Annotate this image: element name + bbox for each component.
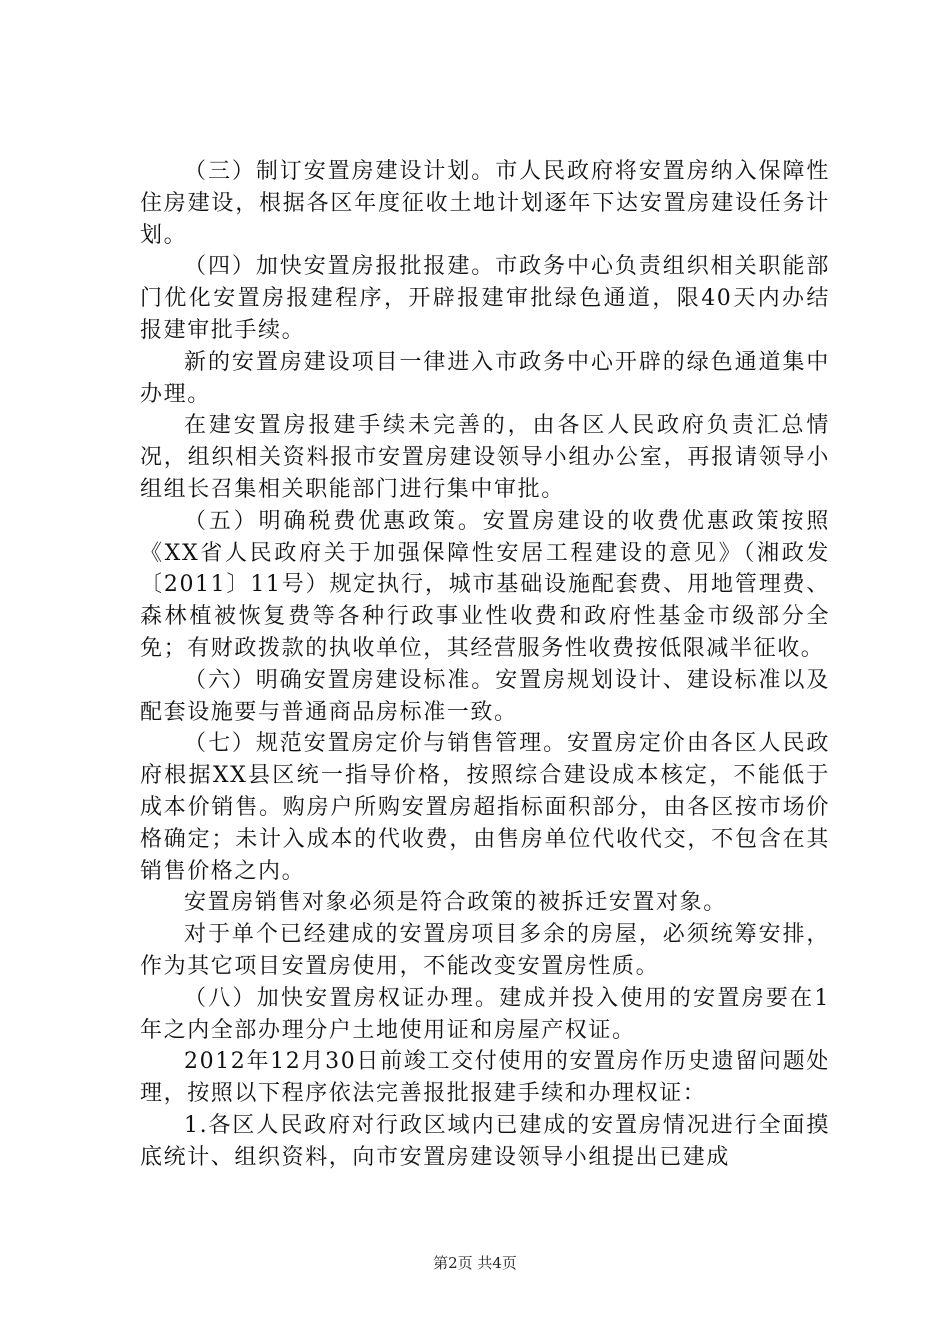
paragraph: （八）加快安置房权证办理。建成并投入使用的安置房要在1年之内全部办理分户土地使用证和房屋产权证。 — [140, 985, 830, 1043]
paragraph: 在建安置房报建手续未完善的，由各区人民政府负责汇总情况，组织相关资料报市安置房建设领导小组办公室，再报请领导小组组长召集相关职能部门进行集中审批。 — [140, 413, 830, 502]
paragraph: （四）加快安置房报批报建。市政务中心负责组织相关职能部门优化安置房报建程序，开辟报建审批绿色通道，限40天内办结报建审批手续。 — [140, 254, 830, 343]
paragraph: 2012年12月30日前竣工交付使用的安置房作历史遗留问题处理，按照以下程序依法完善报批报建手续和办理权证： — [140, 1049, 830, 1107]
paragraph: （七）规范安置房定价与销售管理。安置房定价由各区人民政府根据XX县区统一指导价格，按照综合建设成本核定，不能低于成本价销售。购房户所购安置房超指标面积部分，由各区按市场价格确定；未计入成本的代收费，由售房单位代收代交，不包含在其销售价格之内。 — [140, 731, 830, 884]
document-body — [140, 156, 830, 1174]
paragraph: （五）明确税费优惠政策。安置房建设的收费优惠政策按照《XX省人民政府关于加强保障性安居工程建设的意见》（湘政发〔2011〕11号）规定执行，城市基础设施配套费、用地管理费、森林植被恢复费等各种行政事业性收费和政府性基金市级部分全免；有财政拨款的执收单位，其经营服务性收费按低限减半征收。 — [140, 508, 830, 661]
paragraph: 1.各区人民政府对行政区域内已建成的安置房情况进行全面摸底统计、组织资料，向市安置房建设领导小组提出已建成 — [140, 1112, 830, 1170]
paragraph: 对于单个已经建成的安置房项目多余的房屋，必须统筹安排，作为其它项目安置房使用，不能改变安置房性质。 — [140, 922, 830, 979]
page-footer: 第2页 共4页 — [433, 1254, 517, 1272]
paragraph: （三）制订安置房建设计划。市人民政府将安置房纳入保障性住房建设，根据各区年度征收土地计划逐年下达安置房建设任务计划。 — [140, 159, 830, 248]
paragraph: （六）明确安置房建设标准。安置房规划设计、建设标准以及配套设施要与普通商品房标准一致。 — [140, 667, 830, 725]
paragraph: 安置房销售对象必须是符合政策的被拆迁安置对象。 — [184, 890, 727, 916]
paragraph: 新的安置房建设项目一律进入市政务中心开辟的绿色通道集中办理。 — [140, 349, 830, 407]
